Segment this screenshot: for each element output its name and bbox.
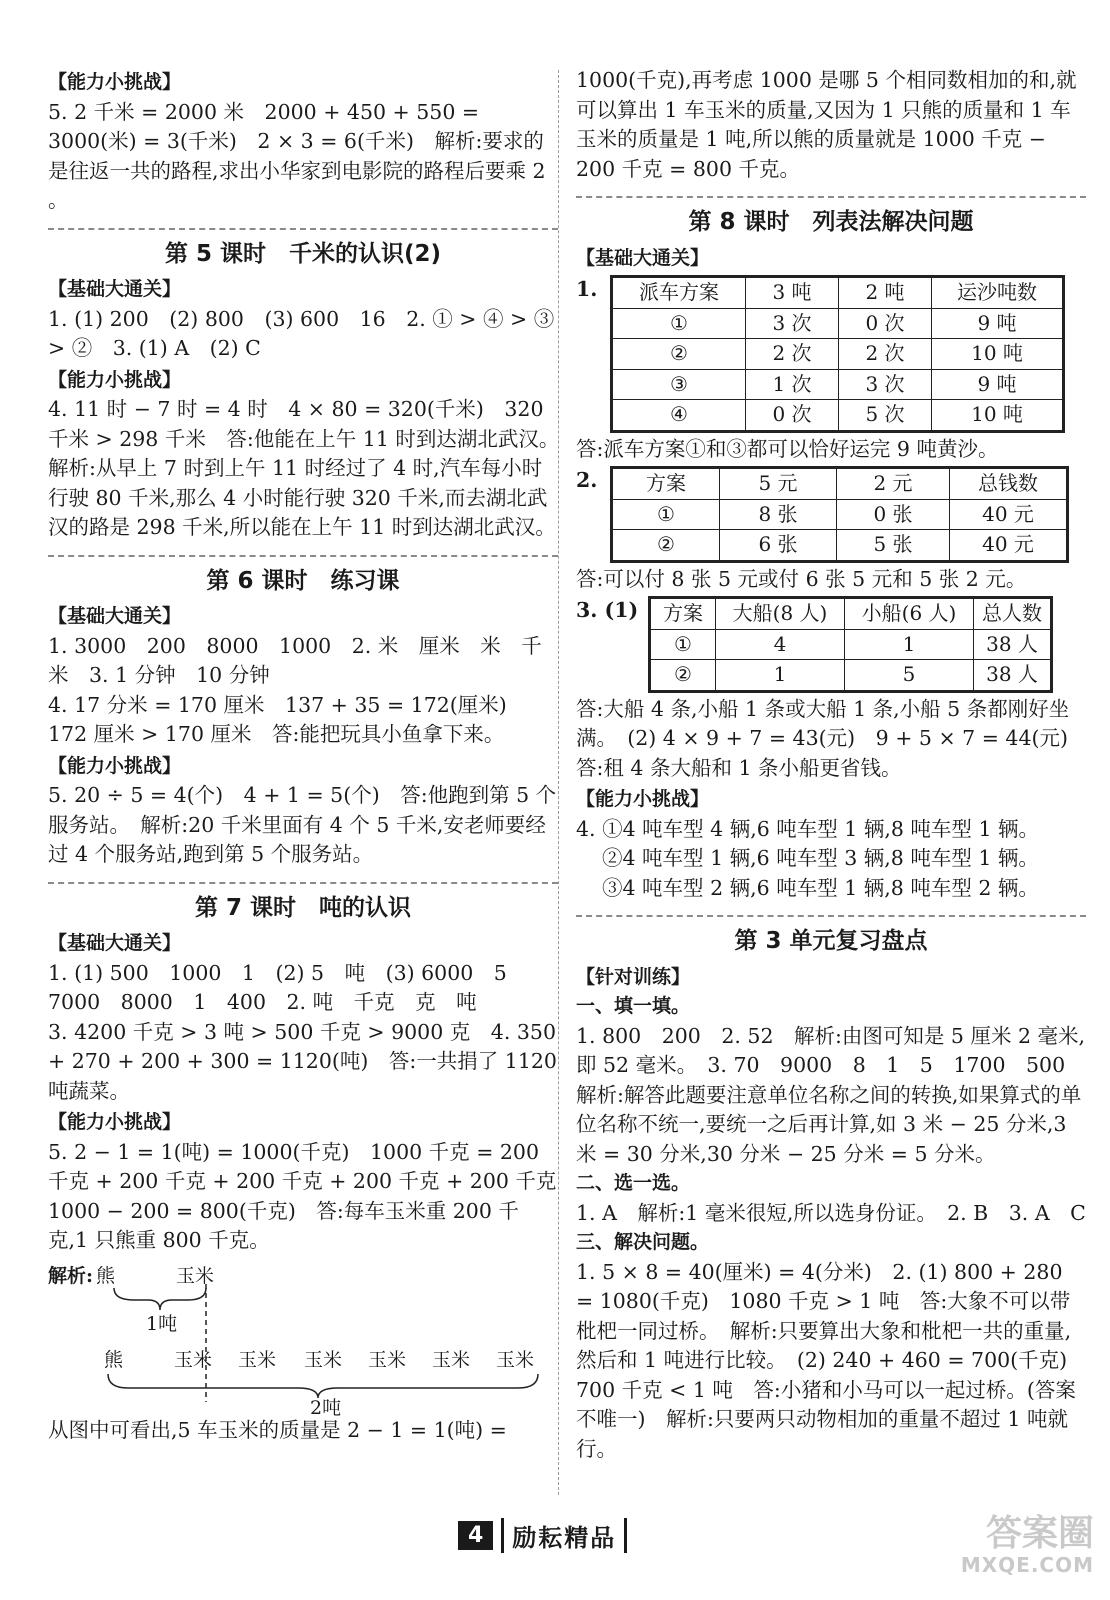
table-cell: ①	[612, 499, 720, 530]
page-number: 4	[458, 1521, 493, 1550]
table-cell: ②	[612, 339, 746, 370]
lesson-title: 第 8 课时 列表法解决问题	[688, 209, 974, 235]
answer-text: 1. (1) 500 1000 1 (2) 5 吨 (3) 6000 5 7000 8000 1 400 2. 吨 千克 克 吨	[48, 960, 528, 1014]
analysis-label: 解析:	[48, 1264, 94, 1287]
table-cell: 大船(8 人)	[716, 598, 845, 630]
diagram-one-ton: 1吨	[146, 1312, 178, 1335]
answer-text: ③4 吨车型 2 辆,6 吨车型 1 辆,8 吨车型 2 辆。	[602, 875, 1039, 900]
question-number: 3. (1)	[576, 598, 639, 622]
table-cell: 方案	[612, 468, 720, 500]
table-cell: ④	[612, 400, 746, 432]
table-row	[612, 400, 1064, 432]
table-cell: 2 次	[746, 339, 839, 370]
table-cell: ②	[612, 530, 720, 562]
table-cell: 派车方案	[612, 277, 746, 309]
answer-text: 1. 3000 200 8000 1000 2. 米 厘米 米 千米 3. 1 分钟 10 分钟	[48, 633, 542, 687]
table-cell: 1	[845, 629, 974, 660]
watermark	[961, 1515, 1094, 1577]
sub-heading: 一、填一填。	[576, 995, 691, 1017]
table-cell: 8 张	[720, 499, 837, 530]
question-number: 2.	[576, 468, 598, 492]
answer-text: 5. 20 ÷ 5 = 4(个) 4 + 1 = 5(个) 答:他跑到第 5 个服务站。 解析:20 千米里面有 4 个 5 千米,安老师要经过 4 个服务站,跑到第 5 个服务站。	[48, 783, 557, 866]
table-header-row	[612, 468, 1068, 500]
answer-text: 1. (1) 200 (2) 800 (3) 600 16 2. ① > ④ > ③ > ② 3. (1) A (2) C	[48, 306, 555, 360]
dashed-separator	[48, 555, 558, 557]
table-cell: ①	[650, 629, 716, 660]
table-row	[612, 369, 1064, 400]
answer-text: ②4 吨车型 1 辆,6 吨车型 3 辆,8 吨车型 1 辆。	[602, 846, 1039, 870]
diagram-row-item: 玉米	[432, 1348, 471, 1371]
sub-heading: 三、解决问题。	[576, 1231, 710, 1253]
table-row	[612, 339, 1064, 370]
table-payment-plans	[610, 466, 1069, 563]
table-header-row	[612, 277, 1064, 309]
table-cell: ①	[612, 308, 746, 339]
answer-text: 1000(千克),再考虑 1000 是哪 5 个相同数相加的和,就可以算出 1 车玉米的质量,又因为 1 只熊的质量和 1 车玉米的质量是 1 吨,所以熊的质量就是 1000 千克 − 200 千克 = 800 千克。	[576, 68, 1077, 181]
answer-text: 3. 4200 千克 > 3 吨 > 500 千克 > 9000 克 4. 350 + 270 + 200 + 300 = 1120(吨) 答:一共捐了 1120 吨蔬菜。	[48, 1019, 557, 1103]
table-cell: ③	[612, 369, 746, 400]
section-tag: 【能力小挑战】	[48, 71, 182, 93]
table-cell: 5	[845, 660, 974, 692]
table-cell: 总人数	[974, 598, 1052, 630]
table-cell: 方案	[650, 598, 716, 630]
answer-text: 1. 800 200 2. 52 解析:由图可知是 5 厘米 2 毫米,即 52 毫米。 3. 70 9000 8 1 5 1700 500 解析:解答此题要注意单位名称之间的转换,如果算式的单位名称不统一,要统一之后再计算,如 3 米 − 25 分米,3 米 = 30 分米,30 分米 − 25 分米 = 5 分米。	[576, 1023, 1086, 1166]
answer-text: 答:可以付 8 张 5 元或付 6 张 5 元和 5 张 2 元。	[576, 566, 1027, 591]
table-row	[612, 308, 1064, 339]
table-cell: 0 次	[839, 308, 932, 339]
table-cell: 5 次	[839, 400, 932, 432]
table-cell: 9 吨	[932, 308, 1064, 339]
section-tag: 【能力小挑战】	[576, 788, 710, 810]
table-cell: 38 人	[974, 629, 1052, 660]
diagram-row-item: 玉米	[304, 1348, 343, 1371]
table-cell: 10 吨	[932, 339, 1064, 370]
answer-text: 从图中可看出,5 车玉米的质量是 2 − 1 = 1(吨) =	[48, 1417, 507, 1442]
table-cell: 0 张	[837, 499, 950, 530]
table-cell: 2 元	[837, 468, 950, 500]
table-cell: 38 人	[974, 660, 1052, 692]
footer-brand-box	[458, 1518, 627, 1553]
column-divider	[558, 70, 559, 1495]
diagram-corn-top: 玉米	[176, 1264, 215, 1287]
table-cell: 小船(6 人)	[845, 598, 974, 630]
question-number: 1.	[576, 277, 598, 301]
table-cell: 10 吨	[932, 400, 1064, 432]
table-truck-plans	[610, 275, 1065, 433]
diagram-lines	[48, 1262, 548, 1412]
unit-title: 第 3 单元复习盘点	[734, 928, 928, 954]
answer-text: 4. 11 时 − 7 时 = 4 时 4 × 80 = 320(千米) 320 千米 > 298 千米 答:他能在上午 11 时到达湖北武汉。 解析:从早上 7 时到上午 11 时经过了 4 时,汽车每小时行驶 80 千米,那么 4 小时能行驶 320 千米,而去湖北武汉的路是 298 千米,所以能在上午 11 时到达湖北武汉。	[48, 397, 570, 539]
page-footer	[0, 1512, 1110, 1558]
table-cell: 40 元	[950, 499, 1068, 530]
table-row	[650, 629, 1052, 660]
section-tag: 【基础大通关】	[48, 278, 182, 300]
diagram-row-item: 玉米	[368, 1348, 407, 1371]
answer-text: 4. ①4 吨车型 4 辆,6 吨车型 1 辆,8 吨车型 1 辆。	[576, 816, 1040, 841]
table-boat-plans	[648, 596, 1053, 693]
dashed-separator	[48, 228, 558, 230]
section-tag: 【能力小挑战】	[48, 1111, 182, 1133]
table-cell: 40 元	[950, 530, 1068, 562]
answer-text: 5. 2 − 1 = 1(吨) = 1000(千克) 1000 千克 = 200 千克 + 200 千克 + 200 千克 + 200 千克 + 200 千克 1000 − 200 = 800(千克) 答:每车玉米重 200 千克,1 只熊重 800 千克。	[48, 1139, 577, 1252]
answer-text: 答:大船 4 条,小船 1 条或大船 1 条,小船 5 条都刚好坐满。 (2) 4 × 9 + 7 = 43(元) 9 + 5 × 7 = 44(元) 答:租 4 条大船和 1 条小船更省钱。	[576, 696, 1089, 780]
sub-heading: 二、选一选。	[576, 1172, 691, 1194]
section-tag: 【基础大通关】	[576, 246, 710, 269]
dashed-separator	[576, 196, 1086, 198]
section-tag: 【能力小挑战】	[48, 754, 182, 777]
table-cell: 6 张	[720, 530, 837, 562]
weight-diagram	[48, 1262, 558, 1419]
diagram-bear-top: 熊	[96, 1264, 116, 1287]
section-tag: 【针对训练】	[576, 965, 691, 988]
diagram-row-item: 玉米	[496, 1348, 535, 1371]
diagram-row-item: 玉米	[174, 1348, 213, 1371]
answer-text: 5. 2 千米 = 2000 米 2000 + 450 + 550 = 3000(米) = 3(千米) 2 × 3 = 6(千米) 解析:要求的是往返一共的路程,求出小华家到电影院的路程后要乘 2 。	[48, 99, 546, 212]
answer-text: 4. 17 分米 = 170 厘米 137 + 35 = 172(厘米) 172 厘米 > 170 厘米 答:能把玩具小鱼拿下来。	[48, 692, 528, 746]
diagram-two-ton: 2吨	[310, 1396, 342, 1419]
table-cell: 5 张	[837, 530, 950, 562]
table-cell: ②	[650, 660, 716, 692]
table-header-row	[650, 598, 1052, 630]
question-2	[576, 466, 1086, 563]
table-row	[650, 660, 1052, 692]
lesson-title: 第 6 课时 练习课	[206, 567, 400, 594]
diagram-row-item: 熊	[104, 1348, 124, 1371]
table-cell: 3 次	[839, 369, 932, 400]
table-cell: 1	[716, 660, 845, 692]
answer-text: 1. 5 × 8 = 40(厘米) = 4(分米) 2. (1) 800 + 280 = 1080(千克) 1080 千克 > 1 吨 答:大象不可以带枇杷一同过桥。 解析:只要算出大象和枇杷一共的重量,然后和 1 吨进行比较。 (2) 240 + 460 = 700(千克) 700 千克 < 1 吨 答:小猪和小马可以一起过桥。(答案不唯一) 解析:只要两只动物相加的重量不超过 1 吨就行。	[576, 1259, 1088, 1461]
table-cell: 5 元	[720, 468, 837, 500]
question-3	[576, 596, 1086, 693]
dashed-separator	[576, 915, 1086, 917]
lesson-title: 第 7 课时 吨的认识	[194, 894, 412, 921]
lesson-title: 第 5 课时 千米的认识(2)	[164, 240, 442, 267]
right-column	[576, 66, 1089, 1464]
watermark-title: 答案圈	[985, 1513, 1094, 1554]
table-cell: 3 次	[746, 308, 839, 339]
section-tag: 【基础大通关】	[48, 932, 182, 954]
table-cell: 0 次	[746, 400, 839, 432]
table-cell: 运沙吨数	[932, 277, 1064, 309]
table-cell: 2 次	[839, 339, 932, 370]
answer-text: 1. A 解析:1 毫米很短,所以选身份证。 2. B 3. A C	[576, 1200, 1086, 1225]
left-column	[48, 66, 577, 1445]
brand-name: 励耘精品	[501, 1518, 627, 1553]
table-cell: 3 吨	[746, 277, 839, 309]
table-row	[612, 499, 1068, 530]
table-cell: 1 次	[746, 369, 839, 400]
table-cell: 9 吨	[932, 369, 1064, 400]
question-1	[576, 275, 1086, 433]
dashed-separator	[48, 882, 558, 884]
diagram-row-item: 玉米	[238, 1348, 277, 1371]
watermark-domain: MXQE.COM	[960, 1553, 1094, 1577]
table-row	[612, 530, 1068, 562]
table-cell: 总钱数	[950, 468, 1068, 500]
answer-text: 答:派车方案①和③都可以恰好运完 9 吨黄沙。	[576, 436, 999, 461]
table-cell: 4	[716, 629, 845, 660]
section-tag: 【基础大通关】	[48, 605, 182, 627]
table-cell: 2 吨	[839, 277, 932, 309]
section-tag: 【能力小挑战】	[48, 368, 182, 391]
